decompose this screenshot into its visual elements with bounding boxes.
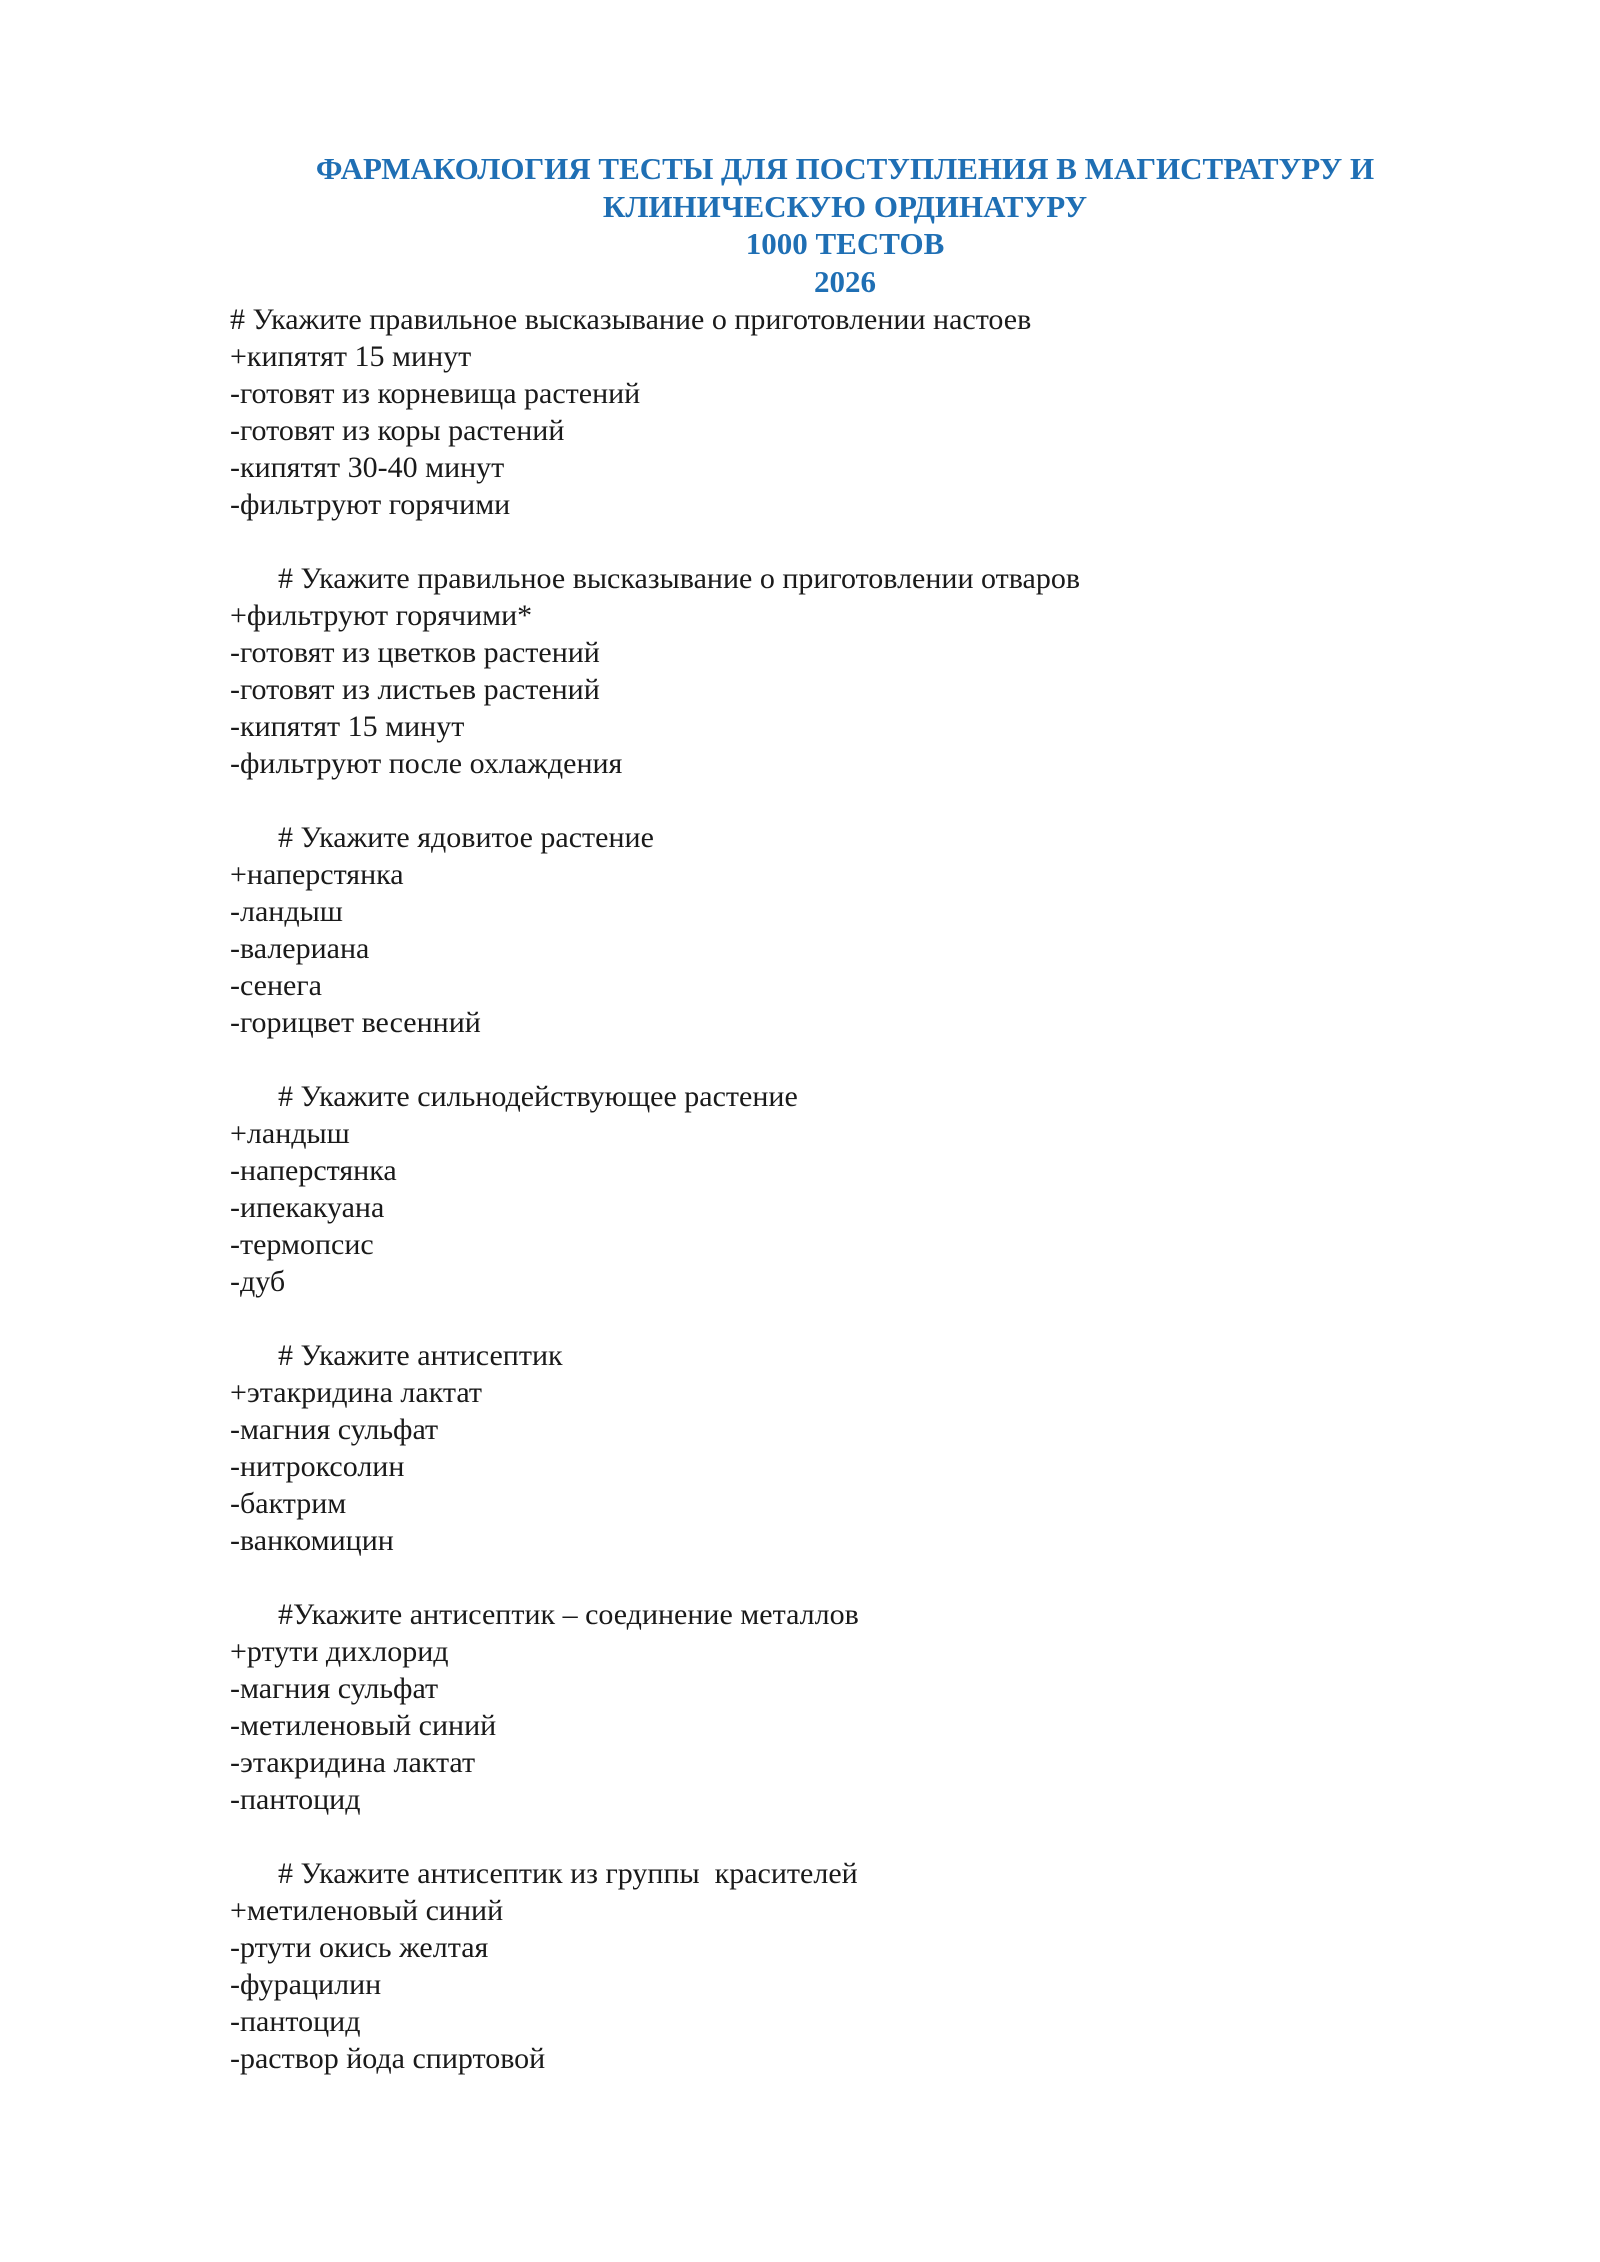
question-text: # Укажите правильное высказывание о приготовлении отваров [278,562,1080,595]
document-title [0,150,1600,300]
question-text: # Укажите антисептик из группы красителей [278,1857,858,1890]
correct-answer: +кипятят 15 минут [230,340,472,373]
question-text: # Укажите правильное высказывание о приготовлении настоев [230,303,1032,336]
answer-option: -валериана [230,932,370,965]
answer-option: -фильтруют горячими [230,488,511,521]
answer-option: -сенега [230,969,322,1002]
answer-option: -фурацилин [230,1968,382,2001]
answer-option: -пантоцид [230,1783,361,1816]
answer-option: -нитроксолин [230,1450,405,1483]
answer-option: -наперстянка [230,1154,397,1187]
correct-answer: +фильтруют горячими* [230,599,533,632]
answer-option: -термопсис [230,1228,374,1261]
question-block [230,560,1480,782]
question-text: # Укажите антисептик [278,1339,563,1372]
question-block [230,819,1480,1041]
correct-answer: +ландыш [230,1117,350,1150]
answer-option: -пантоцид [230,2005,361,2038]
answer-option: -этакридина лактат [230,1746,476,1779]
answer-option: -готовят из листьев растений [230,673,600,706]
title-line: КЛИНИЧЕСКУЮ ОРДИНАТУРУ [602,188,1088,224]
correct-answer: +наперстянка [230,858,404,891]
answer-option: -готовят из коры растений [230,414,565,447]
question-text: # Укажите сильнодействующее растение [278,1080,798,1113]
question-text: #Укажите антисептик – соединение металлов [278,1598,859,1631]
question-list [230,301,1480,2077]
title-line: 2026 [814,263,876,299]
answer-option: -дуб [230,1265,286,1298]
answer-option: -ванкомицин [230,1524,394,1557]
correct-answer: +метиленовый синий [230,1894,504,1927]
correct-answer: +этакридина лактат [230,1376,482,1409]
title-line: 1000 ТЕСТОВ [745,226,945,261]
question-block [230,1855,1480,2077]
answer-option: -кипятят 15 минут [230,710,465,743]
question-block [230,1078,1480,1300]
answer-option: -магния сульфат [230,1413,439,1446]
answer-option: -готовят из цветков растений [230,636,600,669]
answer-option: -раствор йода спиртовой [230,2042,546,2075]
answer-option: -горицвет весенний [230,1006,481,1039]
question-text: # Укажите ядовитое растение [278,821,654,854]
answer-option: -бактрим [230,1487,347,1520]
answer-option: -метиленовый синий [230,1709,497,1742]
answer-option: -ртути окись желтая [230,1931,489,1964]
answer-option: -кипятят 30-40 минут [230,451,505,484]
answer-option: -магния сульфат [230,1672,439,1705]
answer-option: -готовят из корневища растений [230,377,641,410]
answer-option: -ландыш [230,895,343,928]
question-block [230,1596,1480,1818]
question-block [230,1337,1480,1559]
correct-answer: +ртути дихлорид [230,1635,449,1668]
answer-option: -ипекакуана [230,1191,385,1224]
title-line: ФАРМАКОЛОГИЯ ТЕСТЫ ДЛЯ ПОСТУПЛЕНИЯ В МАГИСТРАТУРУ И [315,151,1375,186]
question-block [230,301,1480,523]
answer-option: -фильтруют после охлаждения [230,747,623,780]
